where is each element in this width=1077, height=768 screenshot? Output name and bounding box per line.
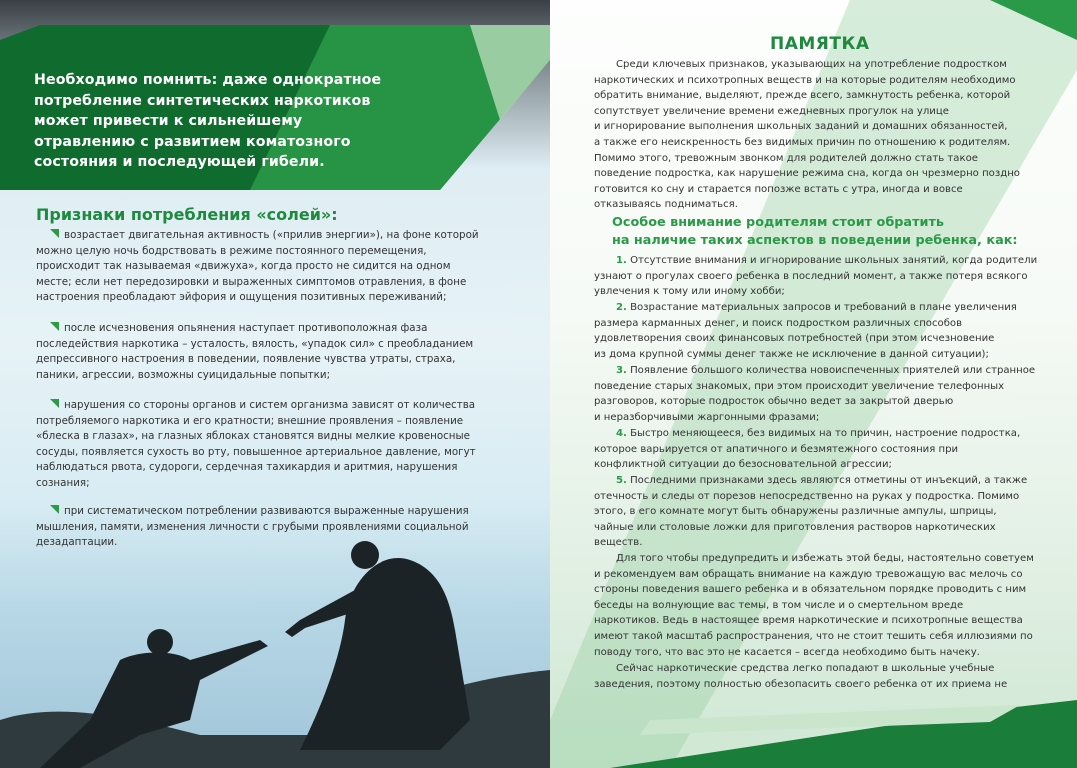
silhouettes-image xyxy=(0,520,550,768)
bullet-item: при систематическом потреблении развиваются выраженные нарушения мышления, памяти, изменения личности с грубыми проявлениями социальной дезадаптации. xyxy=(36,505,469,549)
list-item: 2. Возрастание материальных запросов и требований в плане увеличения размера карманных денег, и поиск подростком различных способов удовлетворения своих финансовых потребностей (при этом исчезновение из дома крупной суммы денег также не исключение в данной ситуации); xyxy=(594,302,1017,360)
subtitle: Особое внимание родителям стоит обратить на наличие таких аспектов в поведении ребенка, как: xyxy=(612,215,1018,248)
triangle-bullet-icon xyxy=(50,505,59,514)
list-item: 3. Появление большого количества новоиспеченных приятелей или странное поведение старых знакомых, при этом происходит увеличение телефонных разговоров, которые подросток обычно ведет за закрытой дверью и неразборчивыми жаргонными фразами; xyxy=(594,365,1036,423)
section-title: Признаки потребления «солей»: xyxy=(36,205,338,224)
bullet-item: возрастает двигательная активность («прилив энергии»), на фоне которой можно целую ночь бодрствовать в режиме постоянного перемещения, происходит так называемая «движуха», когда просто не сидится на одном месте; если нет передозировки и выраженных симптомов отравления, в фоне настроения преобладают эйфория и ощущения позитивных переживаний; xyxy=(36,229,479,304)
bullet-item: нарушения со стороны органов и систем организма зависят от количества потребляемого наркотика и его кратности; внешние проявления – появление «блеска в глазах», на глазных яблоках становятся видны мелкие кровеносные сосуды, появляется сухость во рту, повышенное артериальное давление, могут наблюдаться рвота, судороги, сердечная тахикардия и аритмия, нарушения сознания; xyxy=(36,399,476,489)
triangle-bullet-icon xyxy=(50,399,59,408)
triangle-bullet-icon xyxy=(50,322,59,331)
triangle-bullet-icon xyxy=(50,229,59,238)
bullet-item: после исчезновения опьянения наступает противоположная фаза последействия наркотика – усталость, вялость, «упадок сил» с преобладанием депрессивного настроения в поведении, появление чувства утраты, страха, паники, агрессии, возможны суицидальные попытки; xyxy=(36,322,474,381)
list-item: 5. Последними признаками здесь являются отметины от инъекций, а также отечность и следы от порезов непосредственно на руках у подростка. Помимо этого, в его комнате могут быть обнаружены различные ампулы, шприцы, чайные или столовые ложки для приготовления растворов наркотических веществ. xyxy=(594,475,1028,549)
list-item: 1. Отсутствие внимания и игнорирование школьных занятий, когда родители узнают о прогулах своего ребенка в последний момент, а также потеря всякого увлечения к тому или иному хобби; xyxy=(594,255,1038,298)
advice-paragraph: Для того чтобы предупредить и избежать этой беды, настоятельно советуем и рекомендуем вам обращать внимание на каждую тревожащую вас мелочь со стороны поведения вашего ребенка и в обязательном порядке проводить с ним беседы на волнующие вас темы, в том числе и о смертельном вреде наркотиков. Ведь в настоящее время наркотические и психотропные вещества имеют такой масштаб распространения, что не стоит тешить себя иллюзиями по поводу того, что вас это не касается – всегда необходимо быть начеку. xyxy=(594,553,1034,658)
intro-paragraph: Среди ключевых признаков, указывающих на употребление подростком наркотических и психотропных веществ и на которые родителям необходимо обратить внимание, выделяют, прежде всего, замкнутость ребенка, которой сопутствует увеличение времени ежедневных прогулок на улице и игнорирование выполнения школьных заданий и домашних обязанностей, а также его неискренность без видимых причин по отношению к родителям. Помимо этого, тревожным звонком для родителей должно стать такое поведение подростка, как нарушение режима сна, когда он чрезмерно поздно готовится ко сну и старается попозже встать с утра, иногда и вовсе отказываясь подниматься. xyxy=(594,59,1020,211)
warning-banner-text: Необходимо помнить: даже однократное потребление синтетических наркотиков может привести к сильнейшему отравлению с развитием коматозного состояния и последующей гибели. xyxy=(34,72,382,170)
page-title: ПАМЯТКА xyxy=(770,34,870,54)
closing-paragraph: Сейчас наркотические средства легко попадают в школьные учебные заведения, поэтому полностью обезопасить своего ребенка от их приема не xyxy=(594,663,1008,690)
list-item: 4. Быстро меняющееся, без видимых на то причин, настроение подростка, которое варьируется от апатичного и безмятежного состояния при конфликтной ситуации до безосновательной агрессии; xyxy=(594,428,1021,471)
